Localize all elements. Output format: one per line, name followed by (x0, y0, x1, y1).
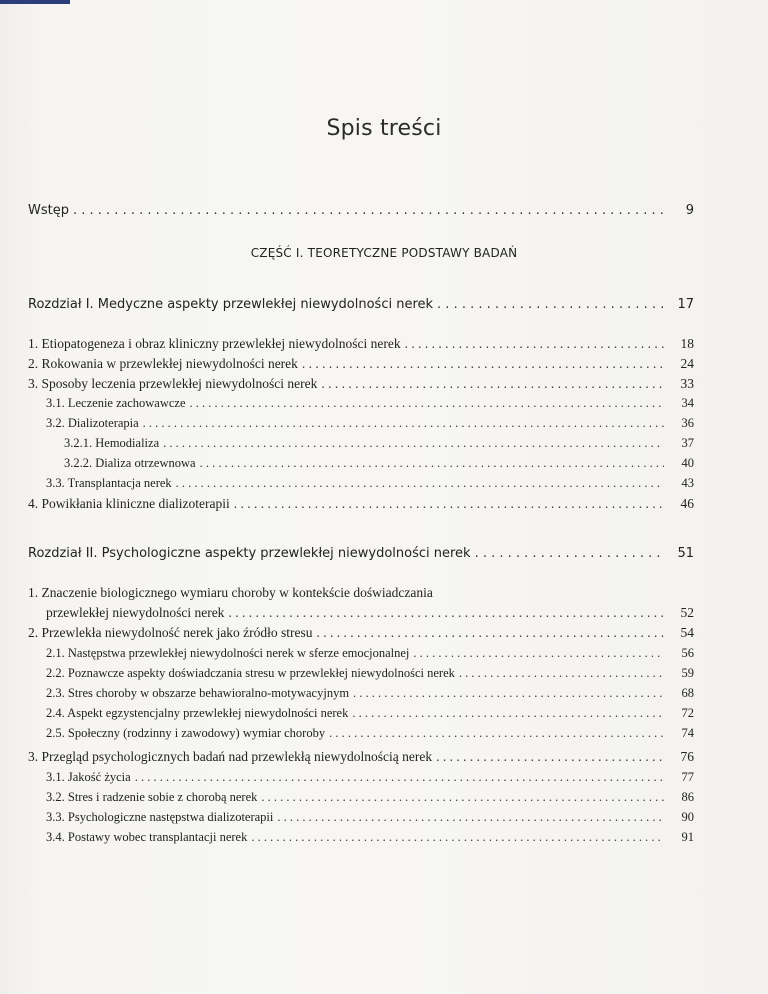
toc-subsection-2-5[interactable] (46, 726, 694, 746)
toc-entry-label: 3.4. Postawy wobec transplantacji nerek (46, 830, 248, 844)
toc-page-number: 77 (681, 770, 694, 784)
leader-dots (321, 376, 664, 392)
toc-entry-wstep[interactable] (28, 203, 694, 223)
toc-entry-label: 3.2. Stres i radzenie sobie z chorobą nerek (46, 790, 258, 804)
toc-section-2-3[interactable] (28, 749, 694, 769)
toc-section-2-1[interactable] (46, 605, 694, 625)
toc-subsection-3-1[interactable] (46, 396, 694, 416)
corner-mark (0, 0, 70, 4)
toc-entry-label: Rozdział II. Psychologiczne aspekty przewlekłej niewydolności nerek (28, 546, 471, 561)
leader-dots (413, 646, 664, 661)
leader-dots (329, 726, 664, 741)
toc-entry-label: 3. Przegląd psychologicznych badań nad przewlekłą niewydolnością nerek (28, 749, 433, 764)
toc-subsection-3-2-2[interactable] (64, 456, 694, 476)
toc-subsection-3-2[interactable] (46, 416, 694, 436)
leader-dots (405, 336, 664, 352)
leader-dots (475, 546, 664, 561)
toc-section-1-2[interactable] (28, 356, 694, 376)
toc-entry-label: 2. Przewlekła niewydolność nerek jako źródło stresu (28, 625, 313, 640)
toc-subsection-3-4-b[interactable] (46, 830, 694, 850)
leader-dots (73, 203, 664, 218)
toc-entry-label: 2.2. Poznawcze aspekty doświadczania stresu w przewlekłej niewydolności nerek (46, 666, 455, 680)
toc-entry-label: 4. Powikłania kliniczne dializoterapii (28, 496, 230, 511)
toc-page-number: 18 (680, 336, 694, 351)
toc-entry-label: 2. Rokowania w przewlekłej niewydolności nerek (28, 356, 298, 371)
toc-subsection-3-2-1[interactable] (64, 436, 694, 456)
leader-dots (459, 666, 664, 681)
part-heading: CZĘŚĆ I. TEORETYCZNE PODSTAWY BADAŃ (250, 246, 518, 260)
toc-section-2-1-first-line[interactable]: 1. Znaczenie biologicznego wymiaru choroby w kontekście doświadczania (28, 585, 433, 600)
toc-section-2-2[interactable] (28, 625, 694, 645)
leader-dots (251, 830, 664, 845)
toc-page-number: 76 (680, 749, 694, 764)
toc-subsection-3-3[interactable] (46, 476, 694, 496)
toc-entry-label: 3.1. Leczenie zachowawcze (46, 396, 186, 410)
page-title: Spis treści (326, 116, 442, 141)
toc-section-1-3[interactable] (28, 376, 694, 396)
toc-page-number: 56 (681, 646, 694, 660)
toc-subsection-2-1[interactable] (46, 646, 694, 666)
toc-subsection-3-2-b[interactable] (46, 790, 694, 810)
leader-dots (176, 476, 664, 491)
toc-subsection-3-1-b[interactable] (46, 770, 694, 790)
toc-page-number: 46 (680, 496, 694, 511)
toc-page-number: 74 (681, 726, 694, 740)
toc-page-number: 59 (681, 666, 694, 680)
leader-dots (143, 416, 664, 431)
toc-page-number: 33 (680, 376, 694, 391)
toc-page-number: 9 (685, 203, 694, 218)
leader-dots (277, 810, 664, 825)
toc-section-1-1[interactable] (28, 336, 694, 356)
toc-entry-label: 3.2. Dializoterapia (46, 416, 139, 430)
toc-entry-label: 3.2.2. Dializa otrzewnowa (64, 456, 196, 470)
toc-chapter-1[interactable] (28, 297, 694, 317)
toc-page-number: 68 (681, 686, 694, 700)
toc-page-number: 54 (680, 625, 694, 640)
leader-dots (436, 749, 664, 765)
toc-page-number: 90 (681, 810, 694, 824)
toc-page-number: 17 (677, 297, 694, 312)
toc-page-number: 91 (681, 830, 694, 844)
toc-subsection-2-4[interactable] (46, 706, 694, 726)
leader-dots (228, 605, 664, 621)
toc-entry-label: Wstęp (28, 203, 69, 218)
toc-page-number: 36 (681, 416, 694, 430)
leader-dots (352, 706, 664, 721)
leader-dots (135, 770, 664, 785)
toc-page-number: 24 (680, 356, 694, 371)
leader-dots (302, 356, 664, 372)
toc-entry-label: Rozdział I. Medyczne aspekty przewlekłej niewydolności nerek (28, 297, 434, 312)
toc-entry-label: 1. Etiopatogeneza i obraz kliniczny przewlekłej niewydolności nerek (28, 336, 401, 351)
toc-page-number: 40 (681, 456, 694, 470)
toc-entry-label: 3. Sposoby leczenia przewlekłej niewydolności nerek (28, 376, 318, 391)
leader-dots (234, 496, 664, 512)
leader-dots (163, 436, 664, 451)
leader-dots (353, 686, 664, 701)
toc-entry-label: 3.1. Jakość życia (46, 770, 131, 784)
toc-page-number: 86 (681, 790, 694, 804)
toc-entry-label: 2.3. Stres choroby w obszarze behawioralno-motywacyjnym (46, 686, 350, 700)
toc-entry-label: 3.2.1. Hemodializa (64, 436, 160, 450)
leader-dots (261, 790, 664, 805)
toc-page-number: 43 (681, 476, 694, 490)
leader-dots (317, 625, 664, 641)
toc-entry-label: 2.1. Następstwa przewlekłej niewydolności nerek w sferze emocjonalnej (46, 646, 410, 660)
toc-chapter-2[interactable] (28, 546, 694, 566)
toc-entry-label: 2.4. Aspekt egzystencjalny przewlekłej niewydolności nerek (46, 706, 349, 720)
toc-page-number: 52 (680, 605, 694, 620)
toc-entry-label: 3.3. Transplantacja nerek (46, 476, 172, 490)
toc-page-number: 72 (681, 706, 694, 720)
toc-page-number: 34 (681, 396, 694, 410)
toc-subsection-2-3[interactable] (46, 686, 694, 706)
toc-subsection-2-2[interactable] (46, 666, 694, 686)
toc-entry-label: 3.3. Psychologiczne następstwa dializoterapii (46, 810, 274, 824)
leader-dots (437, 297, 664, 312)
leader-dots (200, 456, 664, 471)
toc-entry-label: przewlekłej niewydolności nerek (46, 605, 225, 620)
toc-entry-label: 2.5. Społeczny (rodzinny i zawodowy) wymiar choroby (46, 726, 326, 740)
toc-subsection-3-3-b[interactable] (46, 810, 694, 830)
toc-page-number: 51 (677, 546, 694, 561)
leader-dots (190, 396, 665, 411)
toc-page-number: 37 (681, 436, 694, 450)
toc-section-1-4[interactable] (28, 496, 694, 516)
